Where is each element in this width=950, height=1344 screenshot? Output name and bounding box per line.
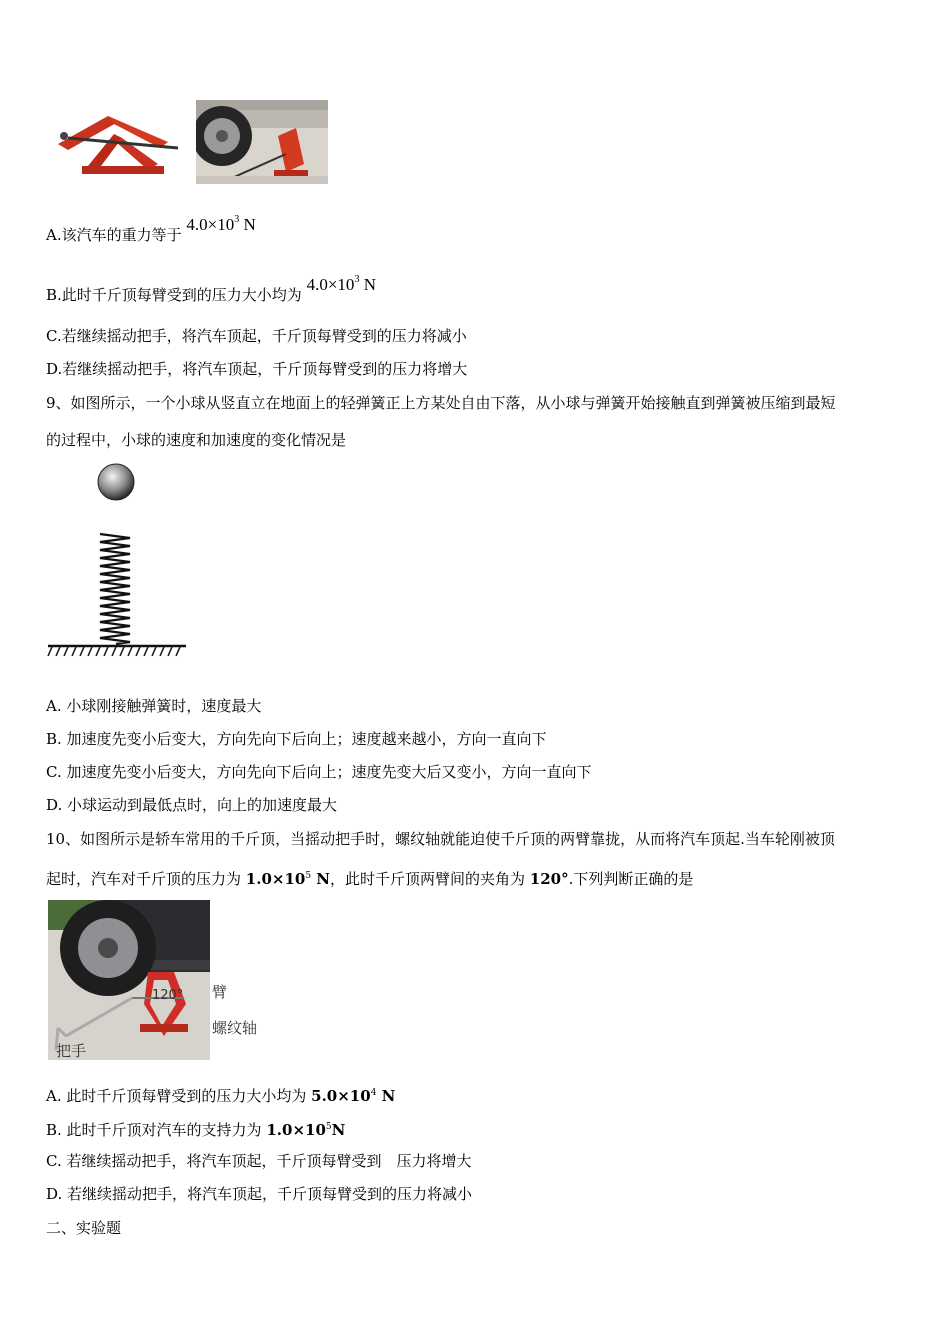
- q10-option-c: C. 若继续摇动把手，将汽车顶起，千斤顶每臂受到 压力将增大: [46, 1152, 472, 1170]
- q10-option-d: D. 若继续摇动把手，将汽车顶起，千斤顶每臂受到的压力将减小: [46, 1185, 473, 1203]
- q8-option-a: A.该汽车的重力等于 $4.0\times 10^3$ N: [46, 214, 256, 244]
- section-title-experiment: 二、实验题: [46, 1219, 122, 1237]
- ball-spring-figure: [46, 460, 188, 660]
- q10-option-a: A. 此时千斤顶每臂受到的压力大小均为 $5.0\times 10^4$ N: [46, 1087, 396, 1105]
- handle-label: 把手: [56, 1042, 87, 1060]
- screw-label: 螺纹轴: [212, 1019, 258, 1037]
- q8-option-b: B.此时千斤顶每臂受到的压力大小均为 $4.0\times 10^3$ N: [46, 274, 376, 304]
- q10-jack-figure: [48, 900, 210, 1060]
- q8-option-d: D.若继续摇动把手，将汽车顶起，千斤顶每臂受到的压力将增大: [46, 360, 468, 378]
- q9-option-a: A. 小球刚接触弹簧时，速度最大: [46, 697, 262, 715]
- ball: [98, 464, 134, 500]
- q9-stem-line1: 9、如图所示，一个小球从竖直立在地面上的轻弹簧正上方某处自由下落，从小球与弹簧开始接触直到弹簧被压缩到最短: [46, 394, 836, 412]
- jack-photo: [48, 104, 184, 180]
- car-jack-photo: [196, 100, 328, 184]
- q9-option-d: D. 小球运动到最低点时，向上的加速度最大: [46, 796, 338, 814]
- q9-stem-line2: 的过程中，小球的速度和加速度的变化情况是: [46, 431, 347, 449]
- q8-option-c: C.若继续摇动把手，将汽车顶起，千斤顶每臂受到的压力将减小: [46, 327, 467, 345]
- q10-stem-line1: 10、如图所示是轿车常用的千斤顶，当摇动把手时，螺纹轴就能迫使千斤顶的两臂靠拢，从而将汽车顶起.当车轮刚被顶: [46, 830, 835, 848]
- q9-option-c: C. 加速度先变小后变大，方向先向下后向上；速度先变大后又变小，方向一直向下: [46, 763, 592, 781]
- angle-label: 120°: [152, 988, 184, 1003]
- q10-option-b: B. 此时千斤顶对汽车的支持力为 $1.0\times 10^5N$: [46, 1121, 346, 1139]
- arm-label: 臂: [212, 983, 228, 1001]
- spring: [100, 534, 130, 644]
- q10-stem-line2: 起时，汽车对千斤顶的压力为 $1.0\times 10^5$ N，此时千斤顶两臂间的夹角为 120°.下列判断正确的是: [46, 870, 694, 888]
- q9-option-b: B. 加速度先变小后变大，方向先向下后向上；速度越来越小，方向一直向下: [46, 730, 547, 748]
